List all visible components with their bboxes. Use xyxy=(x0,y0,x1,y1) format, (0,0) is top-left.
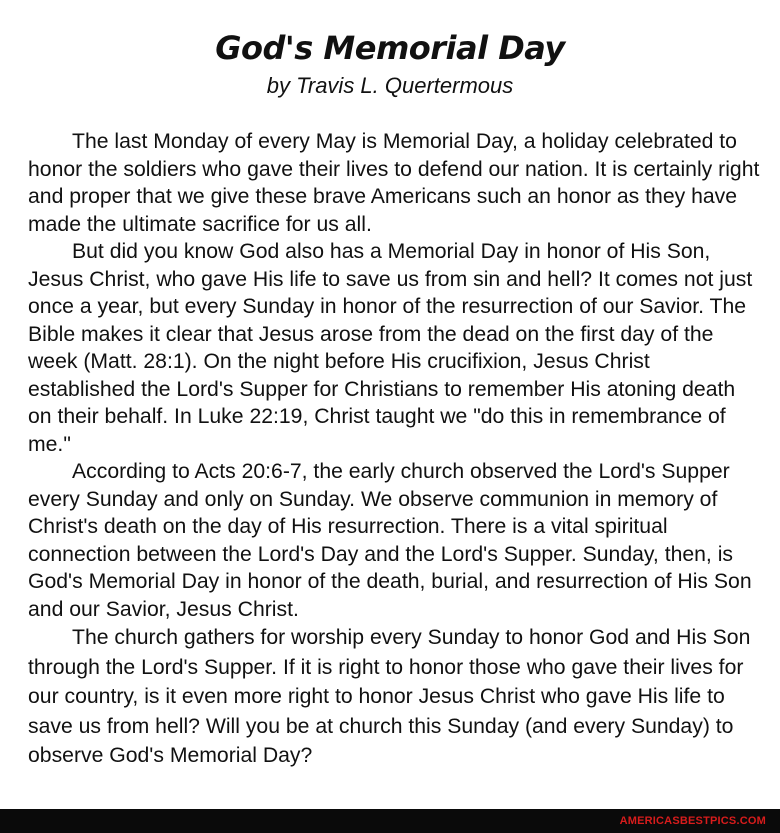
paragraph-2: But did you know God also has a Memorial Day in honor of His Son, Jesus Christ, who gave His life to save us from sin and hell? It comes not just once a year, but every Sunday in honor of the resurrection of our Savior. The Bible makes it clear that Jesus arose from the dead on the first day of the week (Matt. 28:1). On the night before His crucifixion, Jesus Christ established the Lord's Supper for Christians to remember His atoning death on their behalf. In Luke 22:19, Christ taught we "do this in remembrance of me." xyxy=(28,240,753,456)
author-byline: by Travis L. Quertermous xyxy=(266,73,514,98)
paragraph-4: The church gathers for worship every Sunday to honor God and His Son through the Lord's Supper. If it is right to honor those who gave their lives for our country, is it even more right to honor Jesus Christ who gave His life to save us from hell? Will you be at church this Sunday (and every Sunday) to observe God's Memorial Day? xyxy=(28,626,751,767)
paragraph-3: According to Acts 20:6-7, the early church observed the Lord's Supper every Sunday and only on Sunday. We observe communion in memory of Christ's death on the day of His resurrection. There is a vital spiritual connection between the Lord's Day and the Lord's Supper. Sunday, then, is God's Memorial Day in honor of the death, burial, and resurrection of His Son and our Savior, Jesus Christ. xyxy=(28,460,752,621)
article-body xyxy=(28,128,760,771)
document-title: God's Memorial Day xyxy=(215,29,565,67)
paragraph-1: The last Monday of every May is Memorial Day, a holiday celebrated to honor the soldiers who gave their lives to defend our nation. It is certainly right and proper that we give these brave Americans such an honor as they have made the ultimate sacrifice for us all. xyxy=(28,130,760,236)
footer-bar xyxy=(0,809,780,833)
site-watermark: AMERICASBESTPICS.COM xyxy=(619,815,766,827)
